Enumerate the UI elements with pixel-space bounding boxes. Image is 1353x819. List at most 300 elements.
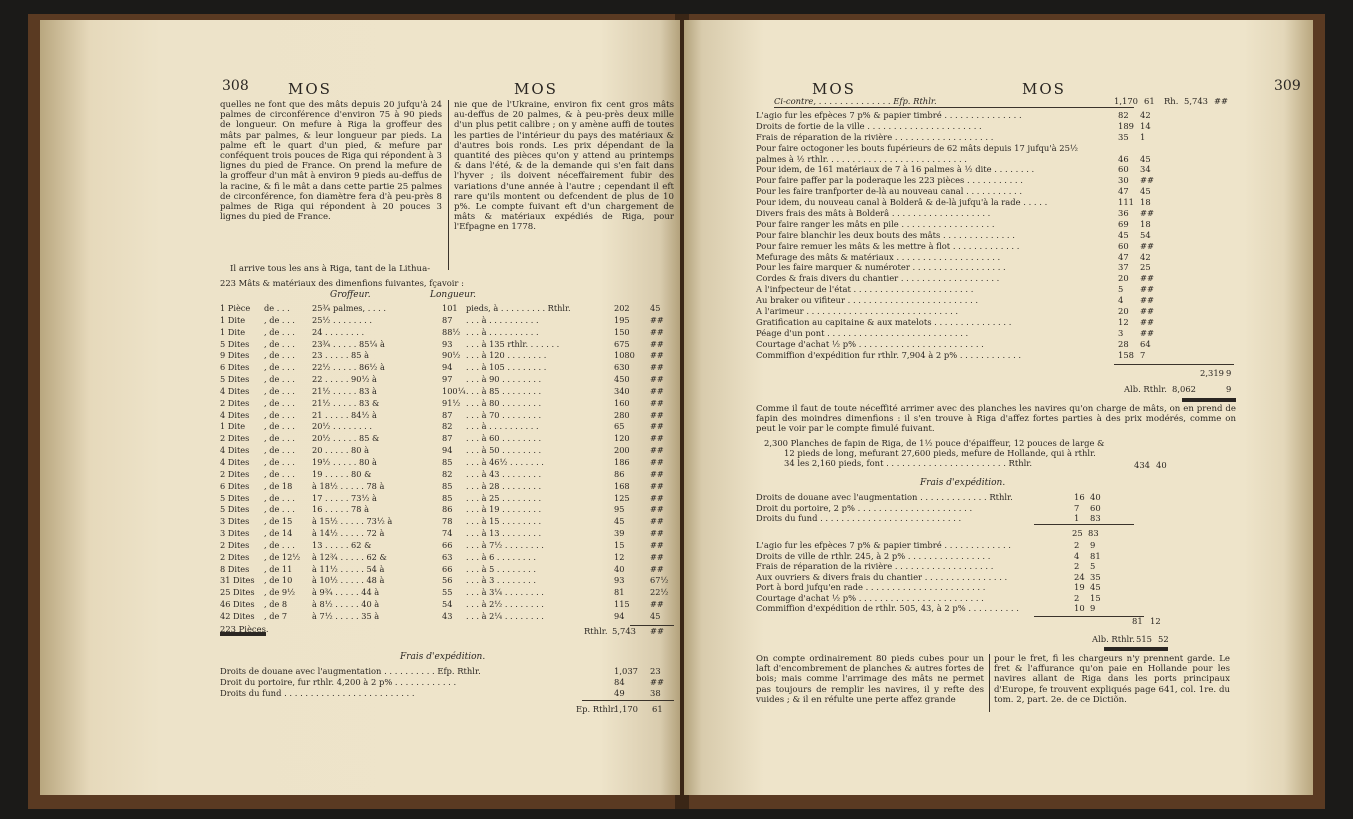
list-item [756, 186, 1176, 197]
longueur-cell: 54 [442, 599, 453, 610]
item-label: Gratification au capitaine & aux matelots . . . . . . . . . . . . . . . [756, 316, 1012, 327]
sols-cell: ## [650, 385, 664, 396]
alb-value: 8,062 [1172, 384, 1196, 394]
table-row [220, 327, 672, 339]
subtotal-sols: 9 [1226, 368, 1232, 378]
value-cell: 195 [614, 314, 630, 325]
qty-cell: 42 Dites [220, 610, 255, 621]
sols-cell: ## [650, 421, 664, 432]
item-value: 47 [1118, 251, 1129, 262]
de-cell: , de 18 [264, 480, 293, 491]
sols-cell: ## [650, 563, 664, 574]
item-sols: 5 [1090, 561, 1096, 571]
groffeur-cell: 25½ . . . . . . . . [312, 314, 372, 325]
sols-cell: ## [650, 528, 664, 539]
value-cell: 93 [614, 575, 625, 586]
list-item [756, 219, 1176, 230]
item-label: Droits du fund . . . . . . . . . . . . . . . . . . . . . . . . . [220, 688, 415, 698]
longueur-cell: 63 [442, 551, 453, 562]
paragraph: Comme il faut de toute néceffité arrimer avec des planches les navires qu'on charge de mâts, on en prend de fapin des moindres dimenfions : il s'en trouve à Riga d'affez fortes parties à des prix modérés, comme on peut le voir par le compte fimulé fuivant. [756, 404, 1236, 435]
table-row [220, 457, 672, 469]
unit-cell: . . . à 15 . . . . . . . . [466, 516, 542, 527]
sols-cell: ## [650, 409, 664, 420]
qty-cell: 25 Dites [220, 587, 255, 598]
groffeur-cell: à 7½ . . . . . 35 à [312, 610, 380, 621]
frais-list [756, 540, 1156, 614]
list-item [756, 252, 1176, 263]
unit-cell: . . . à 25 . . . . . . . . [466, 492, 542, 503]
list-item [756, 551, 1156, 562]
total-unit: Rthlr. [584, 626, 608, 636]
unit-cell: . . . à 2½ . . . . . . . . [466, 599, 544, 610]
value-cell: 45 [614, 516, 625, 527]
frais-list [220, 666, 672, 699]
table-row [220, 575, 672, 587]
qty-cell: 4 Dites [220, 385, 250, 396]
de-cell: , de . . . [264, 350, 295, 361]
groffeur-cell: à 15½ . . . . . 73½ à [312, 516, 393, 527]
rule [1034, 616, 1144, 617]
list-item [756, 197, 1176, 208]
column-text: nie que de l'Ukraine, environ fix cent gros mâts au-deffus de 20 palmes, & à peu-près deux mille d'un plus petit calibre ; on y amène auffi de toutes les parties de l'intérieur du pays des matériaux & d'autres bois ronds. Les prix dépendant de la quantité des pièces qu'on y attend au printemps & dans l'été, & de la demande qui s'en fait dans l'hyver ; ils doivent néceffairement fubir des variations d'une année à l'autre ; cependant il eft rare qu'ils montent ou defcendent de plus de 10 p%. Le compte fuivant eft d'un chargement de mâts & matériaux expédiés de Riga, pour l'Efpagne en 1778. [454, 100, 674, 233]
groffeur-cell: à 12¾ . . . . . 62 & [312, 551, 387, 562]
planches-line: 34 les 2,160 pieds, font . . . . . . . . . . . . . . . . . . . . . . . Rthlr. [784, 458, 1033, 468]
value-cell: 65 [614, 421, 625, 432]
unit-cell: pieds, à . . . . . . . . . Rthlr. [466, 303, 571, 313]
list-item [756, 295, 1176, 306]
groffeur-cell: 13 . . . . . 62 & [312, 539, 372, 550]
sols-cell: ## [650, 338, 664, 349]
de-cell: , de . . . [264, 421, 295, 432]
groffeur-cell: à 9¾ . . . . . 44 à [312, 587, 380, 598]
de-cell: , de 10 [264, 575, 293, 586]
value-cell: 94 [614, 610, 625, 621]
table-row [220, 445, 672, 457]
unit-cell: . . . à 3 . . . . . . . . [466, 575, 536, 586]
item-value: 60 [1118, 240, 1129, 251]
groffeur-cell: 23¾ . . . . . 85¼ à [312, 338, 385, 349]
qty-cell: 9 Dites [220, 350, 250, 361]
sols-cell: ## [650, 362, 664, 373]
unit-cell: . . . à . . . . . . . . . . [466, 326, 539, 337]
table-row [220, 398, 672, 410]
table-row [220, 611, 672, 623]
carry-value: 5,743 [1184, 96, 1208, 106]
item-value: 20 [1118, 306, 1129, 317]
column-text: pour le fret, fi les chargeurs n'y prennent garde. Le fret & l'affurance qu'on paie en Hollande pour les navires allant de Riga dans les ports principaux d'Europe, fe trouvent expliqués page 641, col. 1re. du tom. 2, part. 2e. de ce Dictiõn. [994, 654, 1230, 705]
item-label: Cordes & frais divers du chantier . . . . . . . . . . . . . . . . . . . [756, 273, 1000, 284]
qty-cell: 2 Dites [220, 539, 250, 550]
item-sols: 45 [1140, 153, 1151, 164]
value-cell: 86 [614, 468, 625, 479]
item-label: L'agio fur les efpèces 7 p% & papier timbré . . . . . . . . . . . . . [756, 540, 1011, 550]
groffeur-cell: à 8½ . . . . . 40 à [312, 599, 380, 610]
item-label: Mefurage des mâts & matériaux . . . . . . . . . . . . . . . . . . . . [756, 251, 1001, 262]
qty-cell: 31 Dites [220, 575, 255, 586]
item-sols: 1 [1140, 131, 1146, 142]
value-cell: 280 [614, 409, 630, 420]
item-value: 16 [1074, 492, 1085, 502]
list-item [756, 164, 1176, 175]
list-item [220, 677, 672, 688]
item-sols: 9 [1090, 540, 1096, 550]
value-cell: 200 [614, 445, 630, 456]
planches-sols: 40 [1156, 460, 1167, 470]
sols-cell: ## [650, 350, 664, 361]
de-cell: , de 7 [264, 610, 288, 621]
item-value: 3 [1118, 327, 1124, 338]
item-label: Frais de réparation de la rivière . . . . . . . . . . . . . . . . . . . [756, 561, 994, 571]
item-sols: ## [1140, 327, 1155, 338]
sols-cell: ## [650, 504, 664, 515]
unit-cell: . . . à 120 . . . . . . . . [466, 350, 547, 361]
longueur-cell: 93 [442, 338, 453, 349]
value-cell: 15 [614, 539, 625, 550]
value-cell: 125 [614, 492, 630, 503]
list-item [756, 273, 1176, 284]
sols-cell: ## [650, 326, 664, 337]
item-sols: 54 [1140, 229, 1151, 240]
unit-cell: . . . à 6 . . . . . . . . [466, 551, 536, 562]
list-item [756, 230, 1176, 241]
groffeur-cell: 20½ . . . . . 85 & [312, 433, 380, 444]
longueur-cell: 87 [442, 314, 453, 325]
item-label: Droits du fund . . . . . . . . . . . . . . . . . . . . . . . . . . . [756, 513, 962, 523]
longueur-cell: 56 [442, 575, 453, 586]
rule [1104, 647, 1168, 651]
item-value: 7 [1074, 502, 1080, 513]
rule [1114, 364, 1234, 365]
longueur-cell: 78 [442, 516, 453, 527]
longueur-cell: 101 [442, 303, 458, 313]
alb-label: Alb. Rthlr. [1092, 634, 1135, 644]
longueur-cell: 66 [442, 539, 453, 550]
de-cell: , de . . . [264, 504, 295, 515]
longueur-cell: 86 [442, 504, 453, 515]
item-value: 37 [1118, 262, 1129, 273]
item-value: 1 [1074, 513, 1080, 523]
list-item [756, 110, 1176, 121]
planches-line: 12 pieds de long, mefurant 27,600 pieds, mefure de Hollande, qui à rthlr. [784, 448, 1096, 458]
longueur-cell: 91½ [442, 397, 461, 408]
groffeur-cell: à 11½ . . . . . 54 à [312, 563, 385, 574]
unit-cell: . . . à 105 . . . . . . . . [466, 362, 547, 373]
groffeur-cell: 24 . . . . . . . . [312, 326, 365, 337]
alb-sols: 52 [1158, 634, 1169, 644]
groffeur-cell: 19 . . . . . 80 & [312, 468, 372, 479]
item-sols: 42 [1140, 110, 1151, 120]
value-cell: 39 [614, 528, 625, 539]
subtotal-value: 2,319 [1200, 368, 1224, 378]
item-sols: ## [650, 677, 665, 687]
sols-cell: ## [650, 456, 664, 467]
frais-total-value: 25 [1072, 528, 1083, 538]
table-row [220, 339, 672, 351]
list-item [756, 350, 1176, 361]
item-sols: 83 [1090, 513, 1101, 523]
item-label: Pour les faire marquer & numéroter . . . . . . . . . . . . . . . . . . [756, 262, 1006, 273]
de-cell: , de . . . [264, 539, 295, 550]
groffeur-cell: 21 . . . . . 84½ à [312, 409, 377, 420]
item-value: 82 [1118, 110, 1129, 120]
table-row [220, 469, 672, 481]
item-label: Courtage d'achat ½ p% . . . . . . . . . . . . . . . . . . . . . . . . [756, 592, 984, 603]
rule [774, 107, 1134, 108]
value-cell: 160 [614, 397, 630, 408]
column-text: quelles ne font que des mâts depuis 20 jufqu'à 24 palmes de circonférence d'environ 75 à 90 pieds de longueur. On mefure à Riga la groffeur des mâts par palmes, & leur longueur par pieds. La palme eft le quart d'un pied, & mefure par conféquent trois pouces de Riga qui répondent à 3 lignes du pied de France. On prend la mefure de la groffeur d'un mât à environ 9 pieds au-deffus de la racine, & fi le mât a dans cette partie 25 palmes de circonférence, fon diamètre fera d'à peu-près 8 palmes de Riga qui répondent à 20 pouces 3 lignes du pied de France. [220, 100, 442, 223]
table-row [220, 493, 672, 505]
table-row [220, 587, 672, 599]
total-sols: ## [650, 626, 665, 636]
value-cell: 115 [614, 599, 630, 610]
item-value: 5 [1118, 284, 1124, 295]
table-row [220, 410, 672, 422]
item-label: Droit du portoire, fur rthlr. 4,200 à 2 p% . . . . . . . . . . . . [220, 677, 457, 687]
section-title: Frais d'expédition. [920, 478, 1006, 488]
item-sols: 7 [1140, 349, 1146, 360]
item-sols: ## [1140, 273, 1155, 284]
qty-cell: 2 Dites [220, 397, 250, 408]
sols-cell: 45 [650, 610, 661, 621]
item-label: Pour idem, de 161 matériaux de 7 à 16 palmes à ½ dite . . . . . . . . [756, 164, 1035, 175]
value-cell: 120 [614, 433, 630, 444]
table-row [220, 350, 672, 362]
qty-cell: 3 Dites [220, 516, 250, 527]
alb-label: Alb. Rthlr. [1124, 384, 1167, 394]
book-spread [28, 14, 1325, 809]
frais-total-sols: 61 [652, 704, 663, 714]
sols-cell: ## [650, 468, 664, 479]
list-item [756, 208, 1176, 219]
unit-cell: . . . à 2¼ . . . . . . . . [466, 610, 544, 621]
unit-cell: . . . à 90 . . . . . . . . [466, 374, 542, 385]
masts-table [220, 303, 672, 623]
item-sols: ## [1140, 284, 1155, 295]
value-cell: 450 [614, 374, 630, 385]
unit-cell: . . . à 7½ . . . . . . . . [466, 539, 544, 550]
longueur-cell: 85 [442, 480, 453, 491]
longueur-cell: 88½ [442, 326, 461, 337]
item-label: Pour faire blanchir les deux bouts des mâts . . . . . . . . . . . . . . [756, 229, 1015, 240]
de-cell: , de . . . [264, 314, 295, 325]
running-head: MOS [1022, 80, 1066, 98]
groffeur-cell: 22½ . . . . . 86½ à [312, 362, 385, 373]
table-row [220, 481, 672, 493]
list-item [756, 503, 1156, 514]
de-cell: , de . . . [264, 445, 295, 456]
qty-cell: 5 Dites [220, 492, 250, 503]
qty-cell: 1 Dite [220, 326, 246, 337]
planches-value: 434 [1134, 460, 1150, 470]
unit-cell: . . . à 19 . . . . . . . . [466, 504, 542, 515]
list-item [756, 339, 1176, 350]
item-sols: 9 [1090, 603, 1096, 613]
list-item [756, 143, 1176, 154]
qty-cell: 2 Dites [220, 468, 250, 479]
de-cell: , de . . . [264, 362, 295, 373]
table-row [220, 504, 672, 516]
running-head: MOS [288, 80, 332, 98]
de-cell: , de 12½ [264, 551, 301, 562]
value-cell: 95 [614, 504, 625, 515]
groffeur-cell: 16 . . . . . 78 à [312, 504, 369, 515]
item-sols: ## [1140, 316, 1155, 327]
item-label: Droits de fortie de la ville . . . . . . . . . . . . . . . . . . . . . . [756, 120, 982, 131]
item-sols: 38 [650, 688, 661, 698]
unit-cell: . . . à 5 . . . . . . . . [466, 563, 536, 574]
item-sols: 42 [1140, 251, 1151, 262]
unit-cell: . . . à 28 . . . . . . . . [466, 480, 542, 491]
qty-cell: 5 Dites [220, 504, 250, 515]
groffeur-cell: 17 . . . . . 73½ à [312, 492, 377, 503]
carry-sols: ## [1214, 96, 1229, 106]
value-cell: 40 [614, 563, 625, 574]
de-cell: , de . . . [264, 468, 295, 479]
item-sols: 18 [1140, 197, 1151, 208]
longueur-cell: 94 [442, 445, 453, 456]
item-label: Péage d'un pont . . . . . . . . . . . . . . . . . . . . . . . . . . . [756, 327, 969, 338]
longueur-cell: 66 [442, 563, 453, 574]
carry-sols: 61 [1144, 96, 1155, 106]
item-label: Commiffion d'expédition de rthlr. 505, 43, à 2 p% . . . . . . . . . . [756, 603, 1019, 613]
item-value: 12 [1118, 316, 1129, 327]
column-text: Il arrive tous les ans à Riga, tant de la Lithua- [230, 264, 431, 274]
item-sols: 60 [1090, 502, 1101, 513]
table-row [220, 528, 672, 540]
unit-cell: . . . à 85 . . . . . . . . [466, 385, 542, 396]
item-label: palmes à ½ rthlr. . . . . . . . . . . . . . . . . . . . . . . . . . . [756, 153, 967, 164]
de-cell: , de . . . [264, 326, 295, 337]
table-row [220, 564, 672, 576]
list-item [756, 513, 1156, 524]
list-item [756, 262, 1176, 273]
item-value: 45 [1118, 229, 1129, 240]
item-sols: ## [1140, 175, 1155, 186]
item-label: Aux ouvriers & divers frais du chantier . . . . . . . . . . . . . . . . [756, 571, 1008, 582]
frais-sum-value: 81 [1132, 616, 1143, 626]
longueur-cell: 90½ [442, 350, 461, 361]
groffeur-cell: 20½ . . . . . . . . [312, 421, 372, 432]
sols-cell: ## [650, 599, 664, 610]
item-label: A l'infpecteur de l'état . . . . . . . . . . . . . . . . . . . . . . . [756, 284, 974, 295]
value-cell: 1080 [614, 350, 635, 361]
table-row [220, 433, 672, 445]
item-sols: 25 [1140, 262, 1151, 273]
list-item [756, 241, 1176, 252]
de-cell: , de . . . [264, 374, 295, 385]
item-value: 47 [1118, 186, 1129, 197]
item-value: 158 [1118, 349, 1134, 360]
item-label: Droits de ville de rthlr. 245, à 2 p% . . . . . . . . . . . . . . . . [756, 550, 991, 561]
item-value: 49 [614, 688, 625, 698]
frais-total-sols: 83 [1088, 528, 1099, 538]
item-label: Commiffion d'expédition fur rthlr. 7,904 à 2 p% . . . . . . . . . . . . [756, 349, 1022, 360]
item-value: 28 [1118, 338, 1129, 349]
running-head: MOS [812, 80, 856, 98]
frais-total-value: 1,170 [614, 704, 638, 714]
item-label: Courtage d'achat ½ p% . . . . . . . . . . . . . . . . . . . . . . . . [756, 338, 984, 349]
longueur-cell: 82 [442, 421, 453, 432]
groffeur-cell: 25¾ palmes, . . . . [312, 303, 386, 313]
item-sols: ## [1140, 240, 1155, 251]
unit-cell: . . . à . . . . . . . . . . [466, 421, 539, 432]
de-cell: , de 9½ [264, 587, 296, 598]
item-value: 189 [1118, 120, 1134, 131]
qty-cell: 8 Dites [220, 563, 250, 574]
unit-cell: . . . à 70 . . . . . . . . [466, 409, 542, 420]
unit-cell: . . . à 13 . . . . . . . . [466, 528, 542, 539]
column-header: Longueur. [430, 290, 477, 300]
item-label: Droit du portoire, 2 p% . . . . . . . . . . . . . . . . . . . . . . [756, 502, 973, 513]
sols-cell: ## [650, 539, 664, 550]
longueur-cell: 87 [442, 433, 453, 444]
column-text: On compte ordinairement 80 pieds cubes pour un laft d'encombrement de planches & autres fortes de bois; mais comme l'arrimage des mâts ne permet pas toujours de remplir les navires, il y refte des vuides ; & il en réfulte une perte affez grande [756, 654, 984, 705]
item-value: 69 [1118, 218, 1129, 229]
item-sols: 23 [650, 666, 661, 676]
qty-cell: 1 Dite [220, 421, 246, 432]
list-item [220, 688, 672, 699]
qty-cell: 2 Dites [220, 433, 250, 444]
unit-cell: . . . à 3¼ . . . . . . . . [466, 587, 544, 598]
item-label: A l'arimeur . . . . . . . . . . . . . . . . . . . . . . . . . . . . . [756, 306, 959, 317]
item-label: L'agio fur les efpèces 7 p% & papier timbré . . . . . . . . . . . . . . . [756, 110, 1022, 120]
unit-cell: . . . à 135 rthlr. . . . . . . [466, 338, 560, 349]
intro-line: 223 Mâts & matériaux des dimenfions fuivantes, fçavoir : [220, 278, 464, 288]
item-value: 2 [1074, 592, 1080, 603]
column-divider [989, 654, 990, 712]
value-cell: 675 [614, 338, 630, 349]
page-number: 308 [222, 78, 249, 94]
groffeur-cell: 23 . . . . . 85 à [312, 350, 369, 361]
item-value: 60 [1118, 164, 1129, 175]
sols-cell: ## [650, 314, 664, 325]
item-value: 19 [1074, 582, 1085, 592]
list-item [756, 603, 1156, 614]
item-value: 111 [1118, 197, 1134, 208]
item-sols: 81 [1090, 550, 1101, 561]
item-sols: 45 [1090, 582, 1101, 592]
item-value: 2 [1074, 540, 1080, 550]
de-cell: , de . . . [264, 385, 295, 396]
item-value: 4 [1074, 550, 1080, 561]
list-item [756, 572, 1156, 583]
item-label: Pour idem, du nouveau canal à Bolderâ & de-là jufqu'à la rade . . . . . [756, 197, 1048, 208]
table-row [220, 516, 672, 528]
de-cell: , de 14 [264, 528, 293, 539]
longueur-cell: 100¼ [442, 385, 466, 396]
list-item [756, 132, 1176, 143]
qty-cell: 3 Dites [220, 528, 250, 539]
item-value: 36 [1118, 208, 1129, 219]
sols-cell: ## [650, 445, 664, 456]
item-sols: 64 [1140, 338, 1151, 349]
item-label: Au braker ou vifiteur . . . . . . . . . . . . . . . . . . . . . . . . . [756, 295, 979, 306]
sols-cell: ## [650, 480, 664, 491]
sols-cell: ## [650, 397, 664, 408]
item-value: 4 [1118, 295, 1124, 306]
sols-cell: ## [650, 516, 664, 527]
de-cell: , de . . . [264, 397, 295, 408]
frais-sum-sols: 12 [1150, 616, 1161, 626]
rule [582, 700, 674, 701]
item-label: Pour faire octogoner les bouts fupérieurs de 62 mâts depuis 17 jufqu'à 25½ [756, 142, 1079, 153]
alb-value: 515 [1136, 634, 1152, 644]
sols-cell: 67½ [650, 575, 669, 586]
list-item [756, 328, 1176, 339]
item-label: Frais de réparation de la rivière . . . . . . . . . . . . . . . . . . . [756, 131, 994, 142]
longueur-cell: 85 [442, 492, 453, 503]
longueur-cell: 97 [442, 374, 453, 385]
